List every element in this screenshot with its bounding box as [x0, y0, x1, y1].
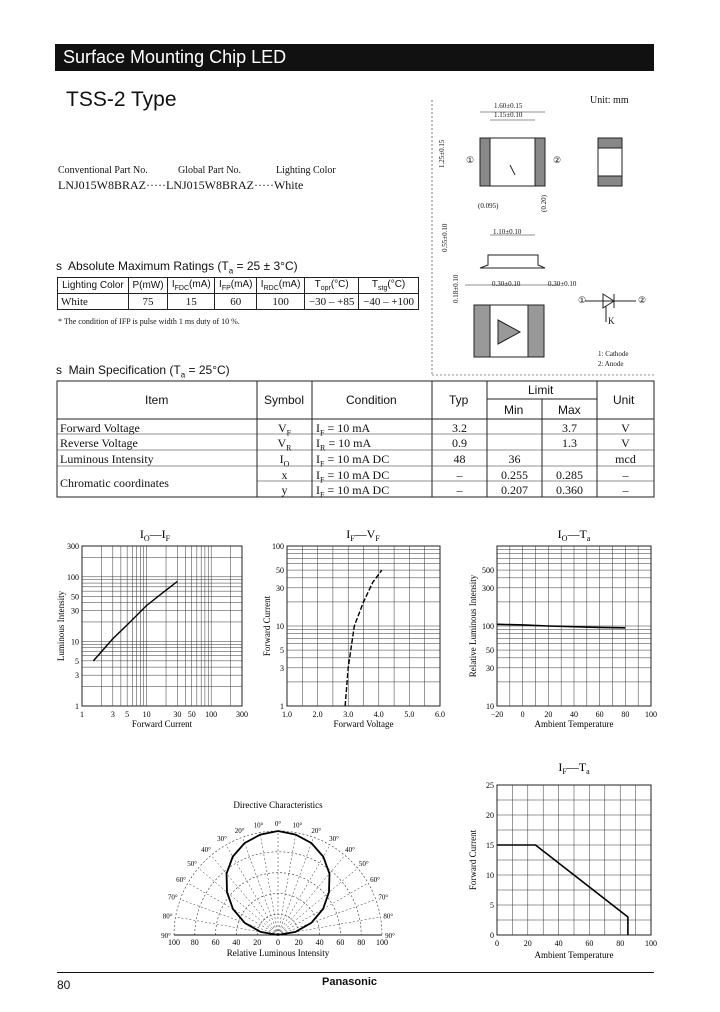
- chart1-ytick: 50: [71, 592, 79, 602]
- spec-max: 3.7: [562, 421, 577, 435]
- spec-h-max: Max: [558, 403, 581, 417]
- chart5-xtick: 40: [554, 939, 563, 948]
- chart4-angle-label: 20°: [311, 826, 322, 835]
- pin-label-2: ②: [553, 155, 562, 165]
- chart4-angle-label: 50°: [358, 860, 369, 869]
- pin-label-1: ①: [466, 155, 475, 165]
- chart5-xtick: 60: [585, 939, 594, 948]
- spec-max: 1.3: [562, 436, 577, 450]
- abs-h-topr: $T_{opr}(^\circ C)$: [305, 278, 359, 294]
- chart3-ytick: 30: [486, 663, 494, 673]
- chart2-ytick: 30: [276, 583, 284, 593]
- chart1-ylabel: Luminous Intensity: [56, 590, 66, 662]
- spec-item: Luminous Intensity: [60, 452, 154, 466]
- abs-max-title-sub: a: [228, 266, 234, 276]
- part-label-conventional: Conventional Part No.: [58, 165, 148, 176]
- spec-item: Reverse Voltage: [60, 436, 138, 450]
- type-title: TSS-2 Type: [66, 88, 177, 111]
- chart5-ytick: 15: [486, 841, 494, 850]
- spec-symbol: x: [281, 468, 288, 482]
- legend-anode: 2: Anode: [598, 360, 624, 368]
- chart1-ytick: 300: [67, 542, 79, 551]
- abs-max-bullet: s: [56, 259, 62, 273]
- abs-h-color: Lighting Color: [58, 278, 129, 294]
- sym-label-1: ①: [578, 295, 587, 305]
- chart1-series-line: [93, 581, 177, 660]
- chart2-xtick: 5.0: [404, 710, 415, 719]
- chart5-xtick: 20: [523, 939, 532, 948]
- chart4-xtick: 100: [168, 938, 180, 947]
- chart2-xtick: 3.0: [343, 710, 354, 719]
- spec-min: 36: [508, 452, 521, 466]
- chart4-angle-label: 70°: [378, 893, 389, 902]
- chart4-angle-label: 50°: [187, 860, 198, 869]
- chart5-xtick: 0: [495, 939, 499, 948]
- chart4-angle-label: 80°: [162, 912, 173, 921]
- abs-h-ifp: $I_{FP}(mA)$: [215, 278, 257, 294]
- spec-h-unit: Unit: [613, 393, 635, 407]
- chart1-xlabel: Forward Current: [131, 719, 193, 729]
- chart3-ylabel: Relative Luminous Intensity: [468, 574, 478, 678]
- chart1-xtick: 30: [173, 710, 182, 719]
- dim-5: (0.20): [540, 195, 548, 212]
- chart1-ytick: 3: [75, 671, 79, 681]
- dim-1: 1.60±0.15: [494, 102, 523, 110]
- spec-h-limit: Limit: [528, 383, 554, 397]
- abs-h-p: P(mW): [128, 278, 167, 294]
- chart1-frame: [82, 546, 242, 706]
- chart4-angle-label: 60°: [176, 876, 186, 884]
- chart3-ytick: 10: [486, 702, 494, 711]
- spec-symbol: $V_R$: [277, 436, 292, 453]
- main-spec-title-sub: a: [180, 370, 186, 380]
- chart4-angle-label: 80°: [383, 912, 394, 921]
- chart2-xtick: 4.0: [373, 710, 384, 719]
- chart4-spoke: [198, 868, 278, 935]
- chart1-xtick: 300: [236, 710, 248, 719]
- chart4-angle-label: 40°: [201, 846, 211, 855]
- spec-typ: 48: [453, 452, 466, 466]
- spec-item: Forward Voltage: [60, 421, 140, 435]
- spec-typ: 0.9: [452, 436, 467, 450]
- chart4-spoke: [278, 899, 376, 935]
- chart5-ylabel: Forward Current: [468, 829, 478, 891]
- chart2-ytick: 1: [280, 702, 284, 711]
- part-color: White: [273, 178, 304, 192]
- chart3-xtick: 40: [570, 710, 578, 719]
- chart4-angle-label: 40°: [345, 846, 355, 855]
- chart3-ytick: 50: [486, 646, 494, 656]
- chart2-xtick: 1.0: [282, 710, 292, 719]
- chart4-angle-label: 30°: [217, 835, 227, 844]
- spec-unit: V: [621, 436, 630, 450]
- spec-unit: V: [621, 421, 630, 435]
- abs-cell: 15: [168, 294, 215, 310]
- chart2-xtick: 2.0: [312, 710, 323, 719]
- sym-label-k: K: [608, 316, 615, 326]
- part-conventional: LNJ015W8BRAZ: [58, 178, 146, 192]
- chart4-angle-label: 10°: [292, 821, 303, 830]
- chart4-spoke: [278, 868, 358, 935]
- main-spec-bullet: s: [56, 363, 62, 377]
- abs-cell: 100: [257, 294, 305, 310]
- abs-h-ifdc: $I_{FDC}(mA)$: [168, 278, 215, 294]
- spec-item: Chromatic coordinates: [60, 476, 169, 490]
- dim-10: 0.18±0.10: [452, 274, 460, 303]
- footer-rule: [57, 972, 654, 973]
- legend-cathode: 1: Cathode: [598, 350, 629, 358]
- abs-cell: White: [58, 294, 129, 310]
- chart1-ytick: 100: [67, 572, 79, 582]
- chart3-ytick: 500: [482, 566, 494, 576]
- chart1-xtick: 100: [205, 710, 218, 719]
- spec-max: 0.360: [556, 483, 583, 497]
- part-label-global: Global Part No.: [178, 165, 242, 176]
- page-number: 80: [57, 978, 71, 992]
- chart4-angle-label: 60°: [370, 876, 380, 884]
- chart4-angle-label: 20°: [234, 826, 245, 835]
- chart3-xtick: 20: [544, 710, 553, 719]
- chart1-ytick: 30: [71, 606, 79, 616]
- chart1-ytick: 5: [75, 656, 79, 666]
- chart4-xtick: 100: [376, 938, 388, 947]
- chart4-xtick: 80: [357, 938, 366, 947]
- chart3-ytick: 100: [482, 622, 494, 631]
- chart2-ytick: 5: [280, 646, 284, 656]
- chart2-ytick: 50: [276, 566, 284, 576]
- chart5-ytick: 0: [490, 931, 494, 940]
- chart-title: $I_O—T_a$: [557, 527, 591, 543]
- chart1-xtick: 1: [80, 710, 84, 719]
- abs-cell: −30 – +85: [305, 294, 359, 310]
- chart4-xtick: 0: [276, 938, 280, 947]
- dim-2: 1.15±0.10: [494, 111, 523, 119]
- chart2-xtick: 6.0: [435, 710, 445, 719]
- chart5-xtick: 80: [616, 939, 625, 948]
- chart4-xtick: 40: [232, 938, 241, 947]
- chart2-ytick: 100: [272, 542, 284, 551]
- spec-h-symbol: Symbol: [264, 393, 305, 407]
- chart1-xtick: 10: [142, 710, 151, 719]
- chart3-xlabel: Ambient Temperature: [534, 719, 614, 729]
- chart-title: $I_O—I_F$: [139, 527, 171, 543]
- chart3-xtick: 60: [595, 710, 604, 719]
- spec-condition: $I_F = 10$ mA DC: [316, 468, 390, 485]
- header-title: Surface Mounting Chip LED: [63, 47, 287, 67]
- sym-label-2: ②: [638, 295, 647, 305]
- main-spec-title-text: Main Specification (T: [68, 363, 181, 377]
- spec-max: 0.285: [556, 468, 583, 482]
- chart5-ytick: 25: [486, 781, 494, 790]
- chart-title: $I_F—V_F$: [346, 527, 380, 543]
- dim-7: 1.10±0.10: [493, 228, 522, 236]
- chart4-title: Directive Characteristics: [233, 800, 323, 810]
- chart1-xtick: 5: [125, 710, 130, 719]
- abs-max-note: * The condition of IFP is pulse width 1 ms duty of 10 %.: [58, 317, 240, 326]
- spec-symbol: $I_O$: [279, 452, 290, 469]
- abs-cell: 75: [128, 294, 167, 310]
- chart1-xtick: 50: [187, 710, 196, 719]
- part-global: LNJ015W8BRAZ: [165, 178, 254, 192]
- chart5-ytick: 20: [486, 811, 494, 820]
- part-dots-1: ·····: [146, 178, 166, 192]
- brand-name: Panasonic: [322, 976, 378, 988]
- spec-h-condition: Condition: [346, 393, 397, 407]
- chart4-angle-label: 0°: [274, 820, 282, 828]
- spec-condition: $I_F = 10$ mA DC: [316, 483, 390, 500]
- spec-symbol: y: [281, 483, 288, 497]
- dim-6: 0.55±0.10: [441, 223, 449, 252]
- spec-h-item: Item: [145, 393, 169, 407]
- chart-title: $I_F—T_a$: [558, 760, 590, 776]
- chart5-ytick: 10: [486, 871, 494, 880]
- spec-unit: –: [622, 483, 629, 497]
- dim-3: 1.25±0.15: [438, 139, 446, 168]
- chart4-xlabel: Relative Luminous Intensity: [226, 948, 330, 958]
- abs-h-irdc: $I_{RDC}(mA)$: [257, 278, 305, 294]
- main-spec-title-end: = 25°C): [185, 363, 230, 377]
- chart4-angle-label: 90°: [161, 932, 171, 940]
- spec-symbol: $V_F$: [277, 421, 292, 438]
- chart1-xtick: 3: [110, 710, 115, 719]
- chart5-xtick: 100: [645, 939, 657, 948]
- dim-9: 0.30±0.10: [548, 280, 577, 288]
- chart3-xtick: 0: [520, 710, 525, 719]
- chart4-xtick: 80: [190, 938, 199, 947]
- unit-label: Unit: mm: [590, 95, 629, 106]
- chart1-ytick: 1: [75, 702, 79, 711]
- chart4-angle-label: 70°: [167, 893, 178, 902]
- spec-unit: –: [622, 468, 629, 482]
- chart2-xlabel: Forward Voltage: [333, 719, 394, 729]
- spec-typ: 3.2: [452, 421, 467, 435]
- dim-4: (0.095): [478, 202, 499, 210]
- chart1-ytick: 10: [71, 637, 79, 647]
- spec-unit: mcd: [615, 452, 636, 466]
- chart2-ylabel: Forward Current: [262, 595, 272, 657]
- spec-condition: $I_F = 10$ mA DC: [316, 452, 390, 469]
- chart5-xlabel: Ambient Temperature: [534, 950, 614, 960]
- abs-h-tstg: $T_{stg}(^\circ C)$: [359, 278, 419, 294]
- chart4-xtick: 20: [253, 938, 262, 947]
- spec-h-min: Min: [504, 403, 524, 417]
- chart5-ytick: 5: [490, 901, 494, 910]
- chart3-xtick: −20: [490, 710, 504, 719]
- part-dots-2: ·····: [253, 178, 274, 192]
- chart4-angle-label: 30°: [329, 835, 339, 844]
- spec-min: 0.255: [501, 468, 528, 482]
- spec-h-typ: Typ: [449, 393, 469, 407]
- chart2-ytick: 10: [276, 622, 284, 631]
- spec-condition: $I_R = 10$ mA: [316, 436, 372, 453]
- chart4-xtick: 60: [336, 938, 345, 947]
- chart4-xtick: 60: [211, 938, 220, 947]
- chart4-spoke: [278, 837, 314, 935]
- chart2-ytick: 3: [280, 663, 284, 673]
- chart3-ytick: 300: [482, 583, 494, 593]
- chart4-xtick: 20: [294, 938, 303, 947]
- abs-max-title-end: = 25 ± 3°C): [233, 259, 298, 273]
- dim-8: 0.30±0.10: [492, 280, 521, 288]
- abs-cell: 60: [215, 294, 257, 310]
- chart4-angle-label: 90°: [385, 932, 395, 940]
- chart3-xtick: 80: [621, 710, 630, 719]
- abs-max-title-text: Absolute Maximum Ratings (T: [68, 259, 229, 273]
- abs-cell: −40 – +100: [359, 294, 419, 310]
- spec-condition: $I_F = 10$ mA: [316, 421, 371, 438]
- chart3-xtick: 100: [645, 710, 657, 719]
- spec-typ: –: [456, 483, 463, 497]
- spec-typ: –: [456, 468, 463, 482]
- spec-min: 0.207: [501, 483, 528, 497]
- chart4-angle-label: 10°: [253, 821, 264, 830]
- part-label-color: Lighting Color: [276, 165, 336, 176]
- chart4-xtick: 40: [315, 938, 324, 947]
